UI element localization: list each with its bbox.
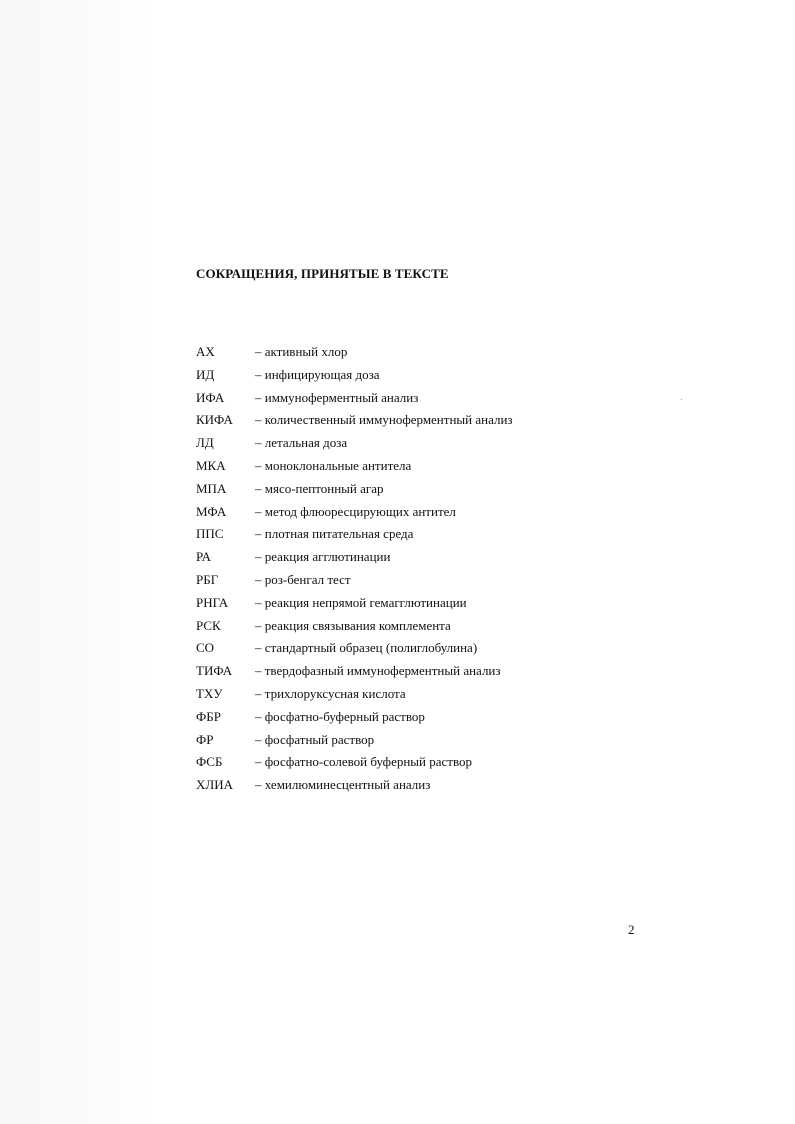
scan-speck [681,399,682,400]
abbreviation-row [196,523,616,546]
abbreviation-definition: – фосфатно-буферный раствор [255,708,425,724]
abbreviation-term: ЛД [196,435,214,451]
abbreviation-definition: – инфицирующая доза [255,366,380,382]
abbreviation-definition: – плотная питательная среда [255,526,414,542]
abbreviation-term: ХЛИА [196,777,233,793]
abbreviation-row [196,387,616,410]
abbreviation-term: ТИФА [196,663,233,679]
abbreviation-term: ИД [196,366,215,382]
scan-shading [0,0,150,1124]
abbreviation-term: ТХУ [196,685,223,701]
abbreviation-row [196,455,616,478]
abbreviation-term: ФР [196,731,214,747]
abbreviation-definition: – стандартный образец (полиглобулина) [255,640,478,656]
abbreviation-row [196,546,616,569]
abbreviation-definition: – иммуноферментный анализ [255,389,419,405]
abbreviation-row [196,478,616,501]
abbreviation-definition: – моноклональные антитела [255,457,412,473]
abbreviation-row [196,637,616,660]
abbreviation-term: ФБР [196,708,221,724]
abbreviation-definition: – метод флюоресцирующих антител [255,503,456,519]
abbreviation-definition: – фосфатный раствор [255,731,375,747]
abbreviation-term: РНГА [196,594,229,610]
abbreviation-definition: – активный хлор [255,344,348,359]
abbreviation-term: РСК [196,617,221,633]
abbreviation-definition: – реакция агглютинации [255,549,391,565]
abbreviation-term: МПА [196,480,227,496]
abbreviation-term: МКА [196,457,226,473]
abbreviation-definition: – твердофазный иммуноферментный анализ [255,663,501,679]
abbreviation-term: МФА [196,503,227,519]
abbreviation-list [196,341,616,797]
abbreviation-row [196,615,616,638]
page-number: 2 [628,922,635,937]
abbreviation-term: РА [196,549,211,565]
abbreviation-term: ФСБ [196,754,223,770]
abbreviation-definition: – фосфатно-солевой буферный раствор [255,754,473,770]
abbreviation-row [196,660,616,683]
abbreviation-row [196,592,616,615]
abbreviation-term: КИФА [196,412,233,428]
page-title: СОКРАЩЕНИЯ, ПРИНЯТЫЕ В ТЕКСТЕ [196,266,449,281]
abbreviation-row [196,683,616,706]
abbreviation-term: ППС [196,526,224,542]
abbreviation-definition: – хемилюминесцентный анализ [255,777,431,793]
abbreviation-term: СО [196,640,215,656]
abbreviation-definition: – реакция связывания комплемента [255,617,451,633]
abbreviation-row [196,501,616,524]
abbreviation-term: ИФА [196,389,225,405]
abbreviation-row [196,409,616,432]
abbreviation-definition: – летальная доза [255,435,348,451]
abbreviation-definition: – реакция непрямой гемагглютинации [255,594,467,610]
abbreviation-row [196,751,616,774]
abbreviation-row [196,569,616,592]
abbreviation-row [196,432,616,455]
abbreviation-row [196,364,616,387]
abbreviation-definition: – количественный иммуноферментный анализ [255,412,513,428]
abbreviation-term: РБГ [196,571,219,587]
abbreviation-row [196,729,616,752]
abbreviation-definition: – мясо-пептонный агар [255,480,384,496]
abbreviation-row [196,341,616,364]
abbreviation-row [196,774,616,797]
abbreviation-definition: – роз-бенгал тест [255,571,351,587]
abbreviation-definition: – трихлоруксусная кислота [255,685,406,701]
abbreviation-term: АХ [196,344,215,359]
abbreviation-row [196,706,616,729]
